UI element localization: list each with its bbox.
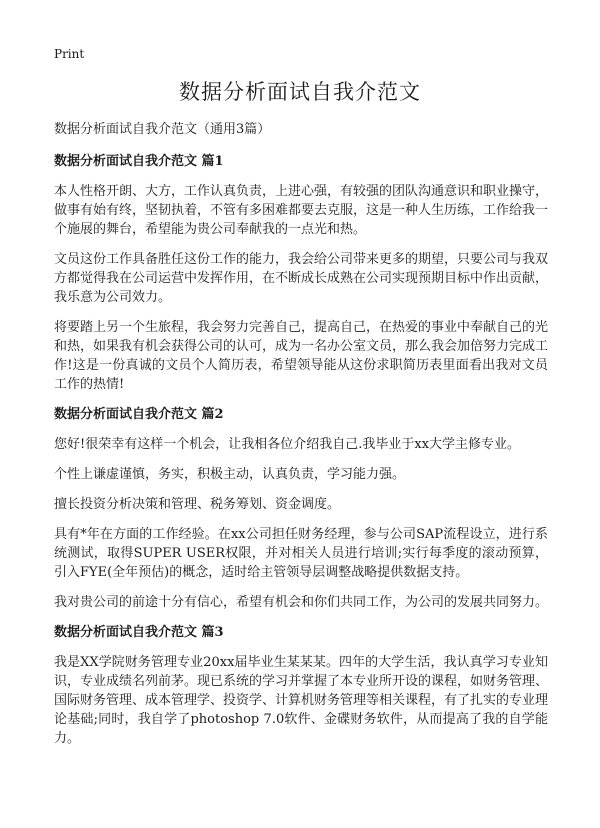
section-heading: 数据分析面试自我介范文 篇3 xyxy=(54,625,224,640)
paragraph: 您好!很荣幸有这样一个机会，让我相各位介绍我自己.我毕业于xx大学主修专业。 xyxy=(54,437,521,452)
paragraph: 擅长投资分析决策和管理、税务筹划、资金调度。 xyxy=(54,497,341,512)
paragraph: 我是XX学院财务管理专业20xx届毕业生某某某。四年的大学生活，我认真学习专业知识，专业成绩名列前茅。现已系统的学习并掌握了本专业所开设的课程，如财务管理、国际财务管理、成本管理学、投资学、计算机财务管理等相关课程，有了扎实的专业理论基础;同时，我自学了photoshop 7.0软件、金碟财务软件，从而提高了我的自学能力。 xyxy=(54,655,549,746)
paragraph: 个性上谦虚谨慎，务实，积极主动，认真负责，学习能力强。 xyxy=(54,467,406,482)
print-label: Print xyxy=(54,47,85,61)
section-2 xyxy=(54,405,548,612)
paragraph: 具有*年在方面的工作经验。在xx公司担任财务经理，参与公司SAP流程设立，进行系统测试，取得SUPER USER权限，并对相关人员进行培训;实行每季度的滚动预算，引入FYE(全年预估)的概念，适时给主管领导层调整战略提供数据支持。 xyxy=(54,527,548,580)
document-body xyxy=(54,120,548,759)
paragraph: 我对贵公司的前途十分有信心，希望有机会和你们共同工作，为公司的发展共同努力。 xyxy=(54,595,549,610)
section-1 xyxy=(54,152,548,394)
page-title: 数据分析面试自我介范文 xyxy=(179,80,421,104)
paragraph: 本人性格开朗、大方，工作认真负责，上进心强，有较强的团队沟通意识和职业操守，做事有始有终，坚韧执着，不管有多困难都要去克服，这是一种人生历练，工作给我一个施展的舞台，希望能为贵公司奉献我的一点光和热。 xyxy=(54,184,549,237)
paragraph: 将要踏上另一个生旅程，我会努力完善自己，提高自己，在热爱的事业中奉献自己的光和热，如果我有机会获得公司的认可，成为一名办公室文员，那么我会加倍努力完成工作!这是一份真诚的文员个人简历表，希望领导能从这份求职简历表里面看出我对文员工作的热情! xyxy=(54,320,549,392)
section-3 xyxy=(54,623,548,748)
paragraph: 文员这份工作具备胜任这份工作的能力，我会给公司带来更多的期望，只要公司与我双方都觉得我在公司运营中发挥作用，在不断成长成熟在公司实现预期目标中作出贡献，我乐意为公司效力。 xyxy=(54,252,549,305)
section-heading: 数据分析面试自我介范文 篇2 xyxy=(54,407,224,422)
document-subtitle: 数据分析面试自我介范文（通用3篇） xyxy=(54,122,271,137)
section-heading: 数据分析面试自我介范文 篇1 xyxy=(54,154,224,169)
